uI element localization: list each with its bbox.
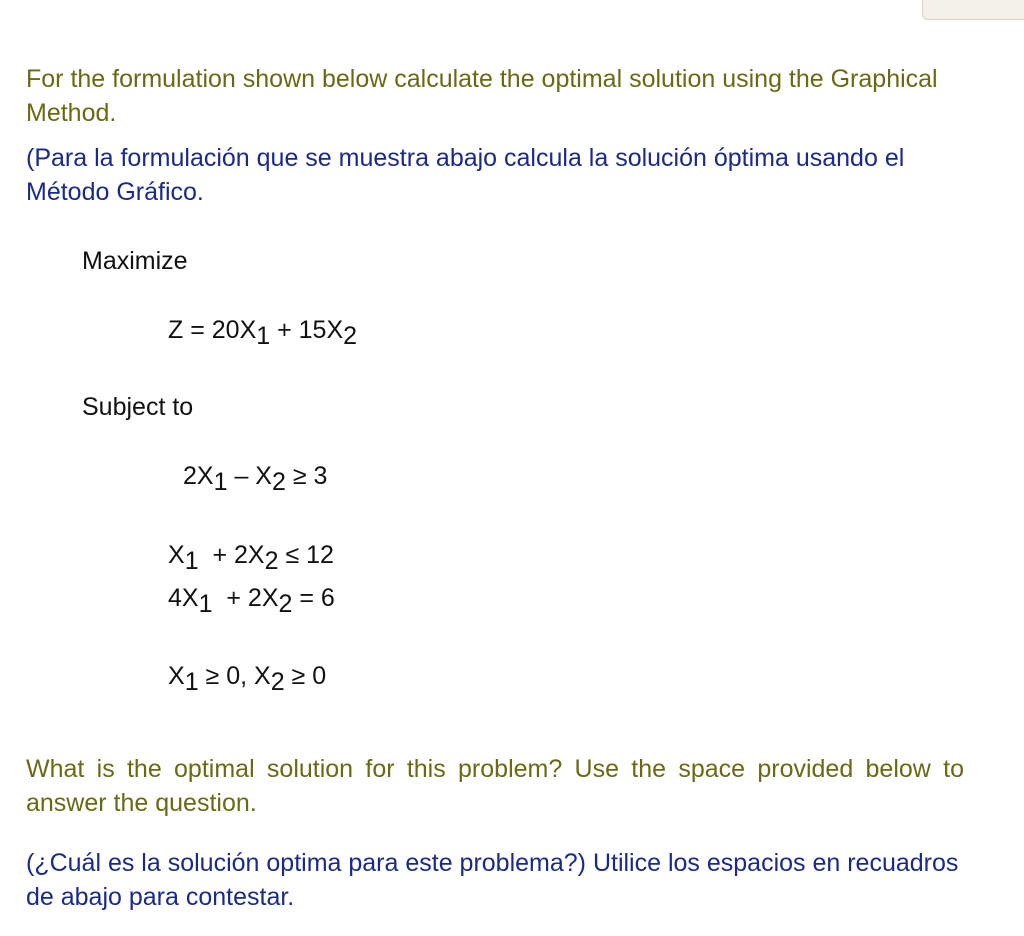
constraint-2: $X_1 + 2X_2 \le 12$: [168, 541, 334, 575]
non-negativity-constraint: $X_1 \ge 0$, $X_2 \ge 0$: [168, 662, 327, 696]
constraint-1: $2X_1 - X_2 \ge 3$: [183, 462, 328, 496]
intro-spanish: (Para la formulación que se muestra abajo calcula la solución óptima usando el Método Gráfico.: [26, 144, 905, 206]
objective-function: $Z = 20X_1 + 15X_2$: [168, 316, 358, 350]
maximize-label: Maximize: [82, 247, 188, 275]
question-spanish: (¿Cuál es la solución optima para este problema?) Utilice los espacios en recuadros de abajo para contestar.: [26, 849, 959, 911]
top-tab: [922, 0, 1024, 20]
question-english: What is the optimal solution for this problem? Use the space provided below to answer the question.: [26, 755, 964, 817]
intro-english: For the formulation shown below calculate the optimal solution using the Graphical Method.: [26, 65, 938, 127]
constraint-3: $4X_1 + 2X_2 = 6$: [168, 584, 335, 618]
subject-to-label: Subject to: [82, 393, 194, 421]
